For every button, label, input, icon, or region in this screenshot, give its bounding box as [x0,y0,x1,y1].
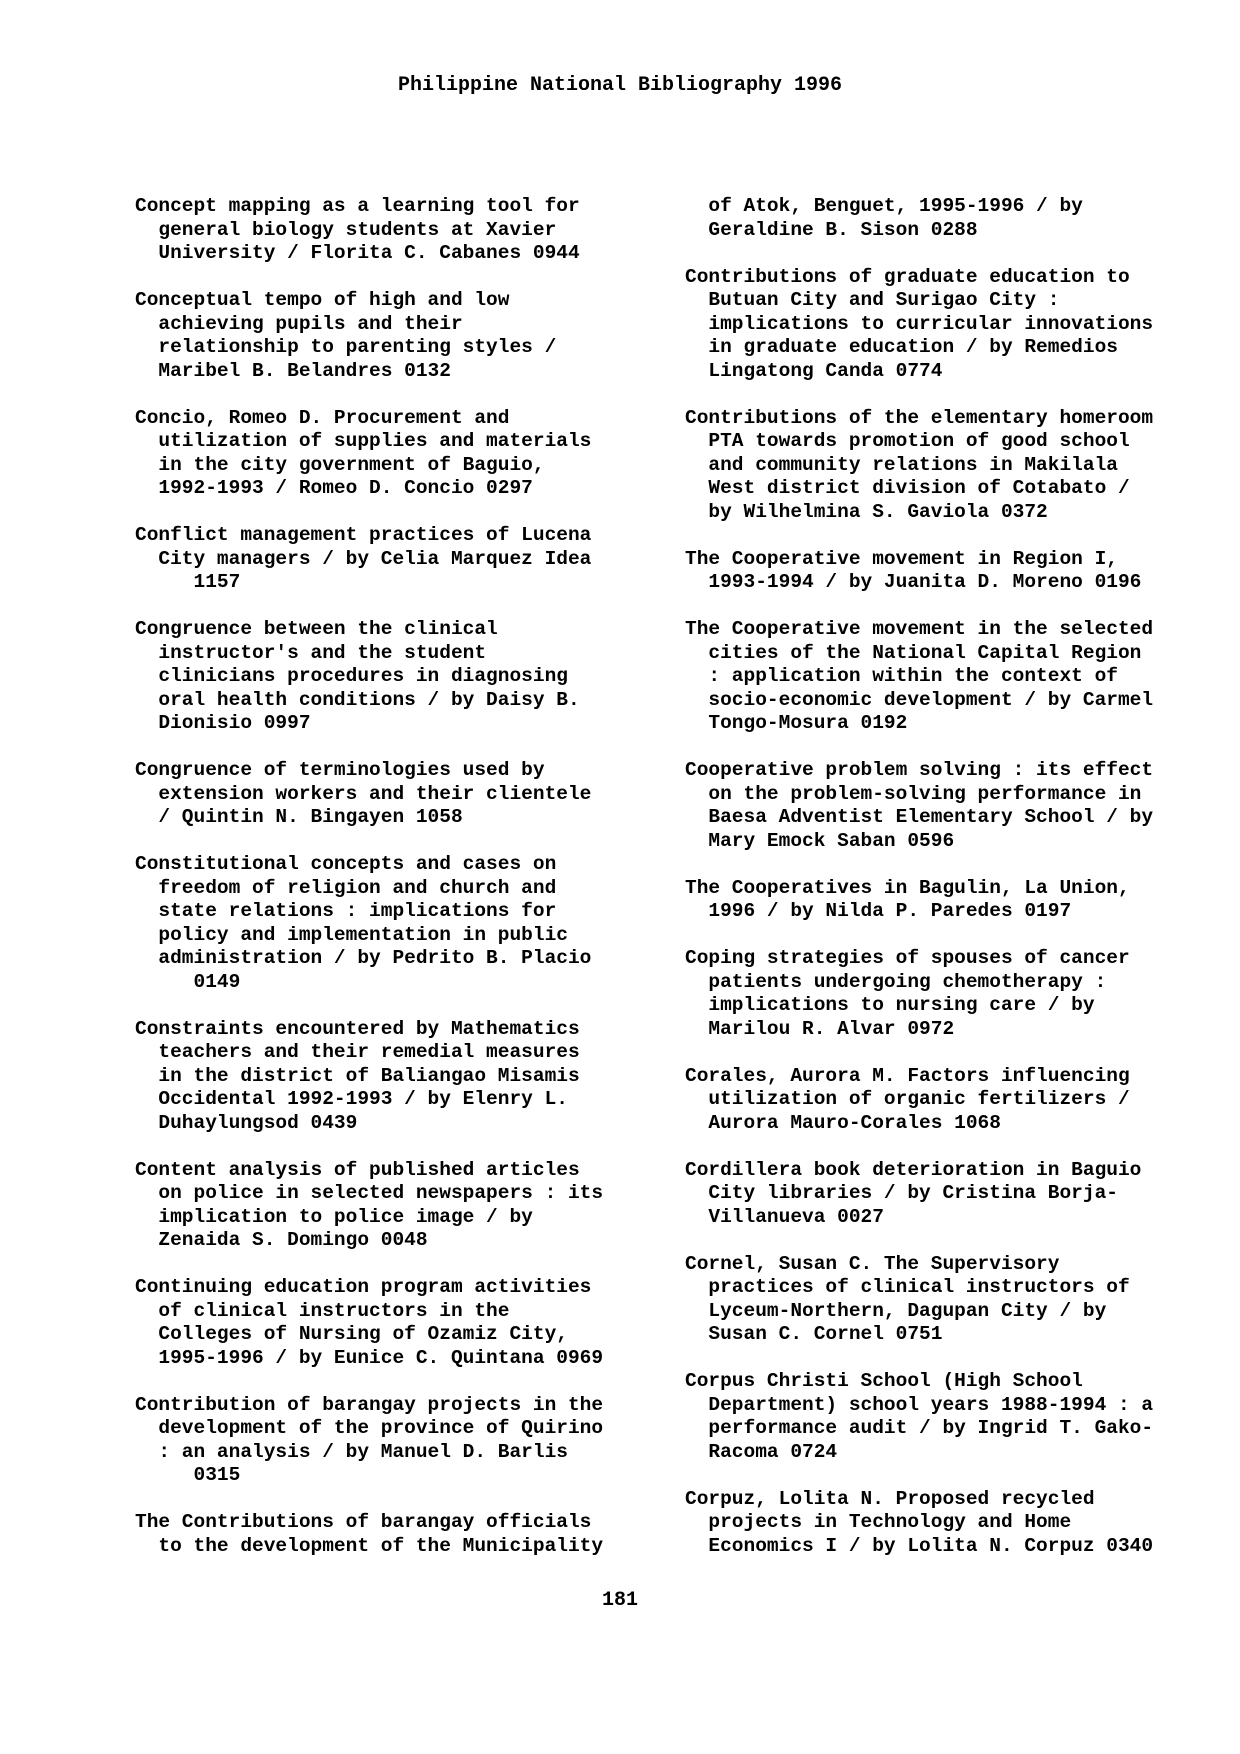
entry-spacer [135,994,655,1018]
entry-line: administration / by Pedrito B. Placio [135,947,592,969]
entry-spacer [135,1488,655,1512]
entry-spacer [685,383,1215,407]
entry-line: Continuing education program activities [135,1276,592,1298]
entry-line: Department) school years 1988-1994 : a [685,1393,1154,1416]
bibliography-entry [685,1370,1215,1464]
entry-spacer [685,1229,1215,1253]
bibliography-entry [685,407,1215,525]
bibliography-entry [135,289,655,383]
entry-spacer [685,242,1215,266]
entry-line: Maribel B. Belandres 0132 [135,359,451,382]
entry-line: : an analysis / by Manuel D. Barlis [135,1440,568,1463]
entry-line: 1995-1996 / by Eunice C. Quintana 0969 [135,1346,604,1369]
bibliography-entry [685,618,1215,736]
entry-line: PTA towards promotion of good school [685,430,1130,452]
entry-spacer [685,1347,1215,1371]
bibliography-entry [685,877,1215,924]
entry-line: policy and implementation in public [135,923,568,946]
entry-spacer [135,830,655,854]
entry-line: relationship to parenting styles / [135,336,557,358]
entry-line: Villanueva 0027 [685,1205,884,1228]
bibliography-entry [135,407,655,501]
entry-line: and community relations in Makilala [685,453,1118,476]
entry-line: 1996 / by Nilda P. Paredes 0197 [685,900,1072,922]
entry-line: Contribution of barangay projects in the [135,1393,604,1416]
bibliography-entry [135,1394,655,1488]
entry-line: Racoma 0724 [685,1440,838,1463]
bibliography-entry [135,853,655,994]
entry-line: clinicians procedures in diagnosing [135,665,568,687]
entry-line: The Contributions of barangay officials [135,1511,592,1533]
entry-line: Congruence of terminologies used by [135,759,545,781]
entry-line: Susan C. Cornel 0751 [685,1323,943,1345]
entry-line: to the development of the Municipality [135,1534,604,1557]
entry-line: teachers and their remedial measures [135,1041,580,1063]
bibliography-entry [685,1253,1215,1347]
bibliography-entry [685,1159,1215,1230]
entry-spacer [135,266,655,290]
entry-line: by Wilhelmina S. Gaviola 0372 [685,500,1048,523]
entry-line: Zenaida S. Domingo 0048 [135,1229,428,1251]
entry-line: : application within the context of [685,665,1118,687]
entry-line: Occidental 1992-1993 / by Elenry L. [135,1088,568,1110]
entry-line: Baesa Adventist Elementary School / by [685,806,1154,828]
entry-line: Tongo-Mosura 0192 [685,712,908,734]
entry-spacer [685,853,1215,877]
entry-line: Corales, Aurora M. Factors influencing [685,1064,1130,1087]
bibliography-entry [135,1276,655,1370]
entry-line: oral health conditions / by Daisy B. [135,688,580,711]
entry-line: utilization of supplies and materials [135,430,592,452]
bibliography-entry [135,1159,655,1253]
entry-line: projects in Technology and Home [685,1511,1072,1533]
entry-line: 1992-1993 / Romeo D. Concio 0297 [135,477,533,499]
entry-line: Butuan City and Surigao City : [685,289,1060,311]
entry-line: / Quintin N. Bingayen 1058 [135,806,463,828]
entry-line: development of the province of Quirino [135,1417,604,1439]
entry-line: 1157 [135,571,241,593]
entry-line: Dionisio 0997 [135,712,311,734]
entry-spacer [135,383,655,407]
entry-spacer [135,1253,655,1277]
entry-line: Conflict management practices of Lucena [135,524,592,546]
entry-line: of Atok, Benguet, 1995-1996 / by [685,195,1083,217]
entry-line: extension workers and their clientele [135,782,592,805]
entry-spacer [135,501,655,525]
bibliography-entry [685,947,1215,1041]
left-column [135,195,655,1558]
entry-line: University / Florita C. Cabanes 0944 [135,242,580,264]
entry-line: Lingatong Canda 0774 [685,359,943,382]
entry-line: Cornel, Susan C. The Supervisory [685,1252,1060,1275]
bibliography-entry [135,195,655,266]
bibliography-entry [685,1065,1215,1136]
entry-line: Constraints encountered by Mathematics [135,1017,580,1040]
entry-spacer [685,1135,1215,1159]
entry-spacer [685,736,1215,760]
entry-line: on the problem-solving performance in [685,782,1142,805]
bibliography-entry [685,759,1215,853]
page-number: 181 [601,1589,638,1612]
entry-line: Concio, Romeo D. Procurement and [135,406,510,429]
entry-line: Marilou R. Alvar 0972 [685,1017,955,1040]
entry-spacer [685,524,1215,548]
bibliography-entry [135,618,655,736]
bibliography-entry [135,759,655,830]
entry-line: Corpus Christi School (High School [685,1370,1083,1392]
entry-line: Concept mapping as a learning tool for [135,195,580,217]
entry-line: in the city government of Baguio, [135,453,545,476]
entry-line: Lyceum-Northern, Dagupan City / by [685,1299,1107,1322]
entry-line: Mary Emock Saban 0596 [685,829,955,852]
entry-line: Contributions of graduate education to [685,265,1130,288]
entry-line: Cordillera book deterioration in Baguio [685,1158,1142,1181]
entry-line: 0315 [135,1464,241,1486]
entry-line: state relations : implications for [135,900,557,922]
entry-line: implication to police image / by [135,1205,533,1228]
bibliography-entry [135,1018,655,1136]
entry-line: City managers / by Celia Marquez Idea [135,547,592,570]
entry-line: socio-economic development / by Carmel [685,688,1154,711]
entry-spacer [135,736,655,760]
entry-spacer [685,1464,1215,1488]
bibliography-entry [685,266,1215,384]
entry-line: 1993-1994 / by Juanita D. Moreno 0196 [685,571,1142,593]
entry-line: Coping strategies of spouses of cancer [685,947,1130,969]
entry-line: West district division of Cotabato / [685,477,1130,499]
entry-line: general biology students at Xavier [135,218,557,241]
entry-spacer [685,924,1215,948]
right-column [685,195,1215,1558]
entry-line: patients undergoing chemotherapy : [685,970,1107,993]
entry-line: of clinical instructors in the [135,1299,510,1322]
entry-line: Constitutional concepts and cases on [135,853,557,875]
entry-line: Conceptual tempo of high and low [135,289,510,311]
entry-line: Corpuz, Lolita N. Proposed recycled [685,1487,1095,1510]
entry-spacer [135,595,655,619]
bibliography-entry [135,524,655,595]
bibliography-entry [685,548,1215,595]
entry-line: Cooperative problem solving : its effect [685,759,1154,781]
entry-line: implications to curricular innovations [685,312,1154,335]
entry-line: Contributions of the elementary homeroom [685,406,1154,429]
entry-line: utilization of organic fertilizers / [685,1088,1130,1110]
entry-line: cities of the National Capital Region [685,641,1142,664]
entry-spacer [685,1041,1215,1065]
entry-line: Congruence between the clinical [135,618,498,640]
entry-line: performance audit / by Ingrid T. Gako- [685,1417,1154,1439]
entry-line: in the district of Baliangao Misamis [135,1064,580,1087]
entry-line: instructor's and the student [135,641,487,664]
entry-line: 0149 [135,970,241,993]
entry-line: The Cooperative movement in Region I, [685,547,1118,570]
running-header: Philippine National Bibliography 1996 [397,74,843,97]
entry-line: implications to nursing care / by [685,994,1095,1016]
entry-line: Geraldine B. Sison 0288 [685,218,978,241]
entry-line: on police in selected newspapers : its [135,1182,604,1204]
entry-line: Colleges of Nursing of Ozamiz City, [135,1323,568,1345]
entry-line: in graduate education / by Remedios [685,336,1118,358]
entry-line: Duhaylungsod 0439 [135,1111,358,1134]
bibliography-entry [135,1511,655,1558]
entry-line: Economics I / by Lolita N. Corpuz 0340 [685,1534,1154,1557]
bibliography-entry [685,1488,1215,1559]
entry-line: The Cooperative movement in the selected [685,618,1154,640]
entry-spacer [135,1135,655,1159]
entry-line: achieving pupils and their [135,312,463,335]
entry-line: Aurora Mauro-Corales 1068 [685,1111,1001,1134]
bibliography-entry [685,195,1215,242]
entry-spacer [685,595,1215,619]
entry-line: Content analysis of published articles [135,1158,580,1181]
entry-line: practices of clinical instructors of [685,1276,1130,1298]
entry-line: The Cooperatives in Bagulin, La Union, [685,876,1130,899]
entry-line: City libraries / by Cristina Borja- [685,1182,1118,1204]
entry-spacer [135,1370,655,1394]
entry-line: freedom of religion and church and [135,876,557,899]
